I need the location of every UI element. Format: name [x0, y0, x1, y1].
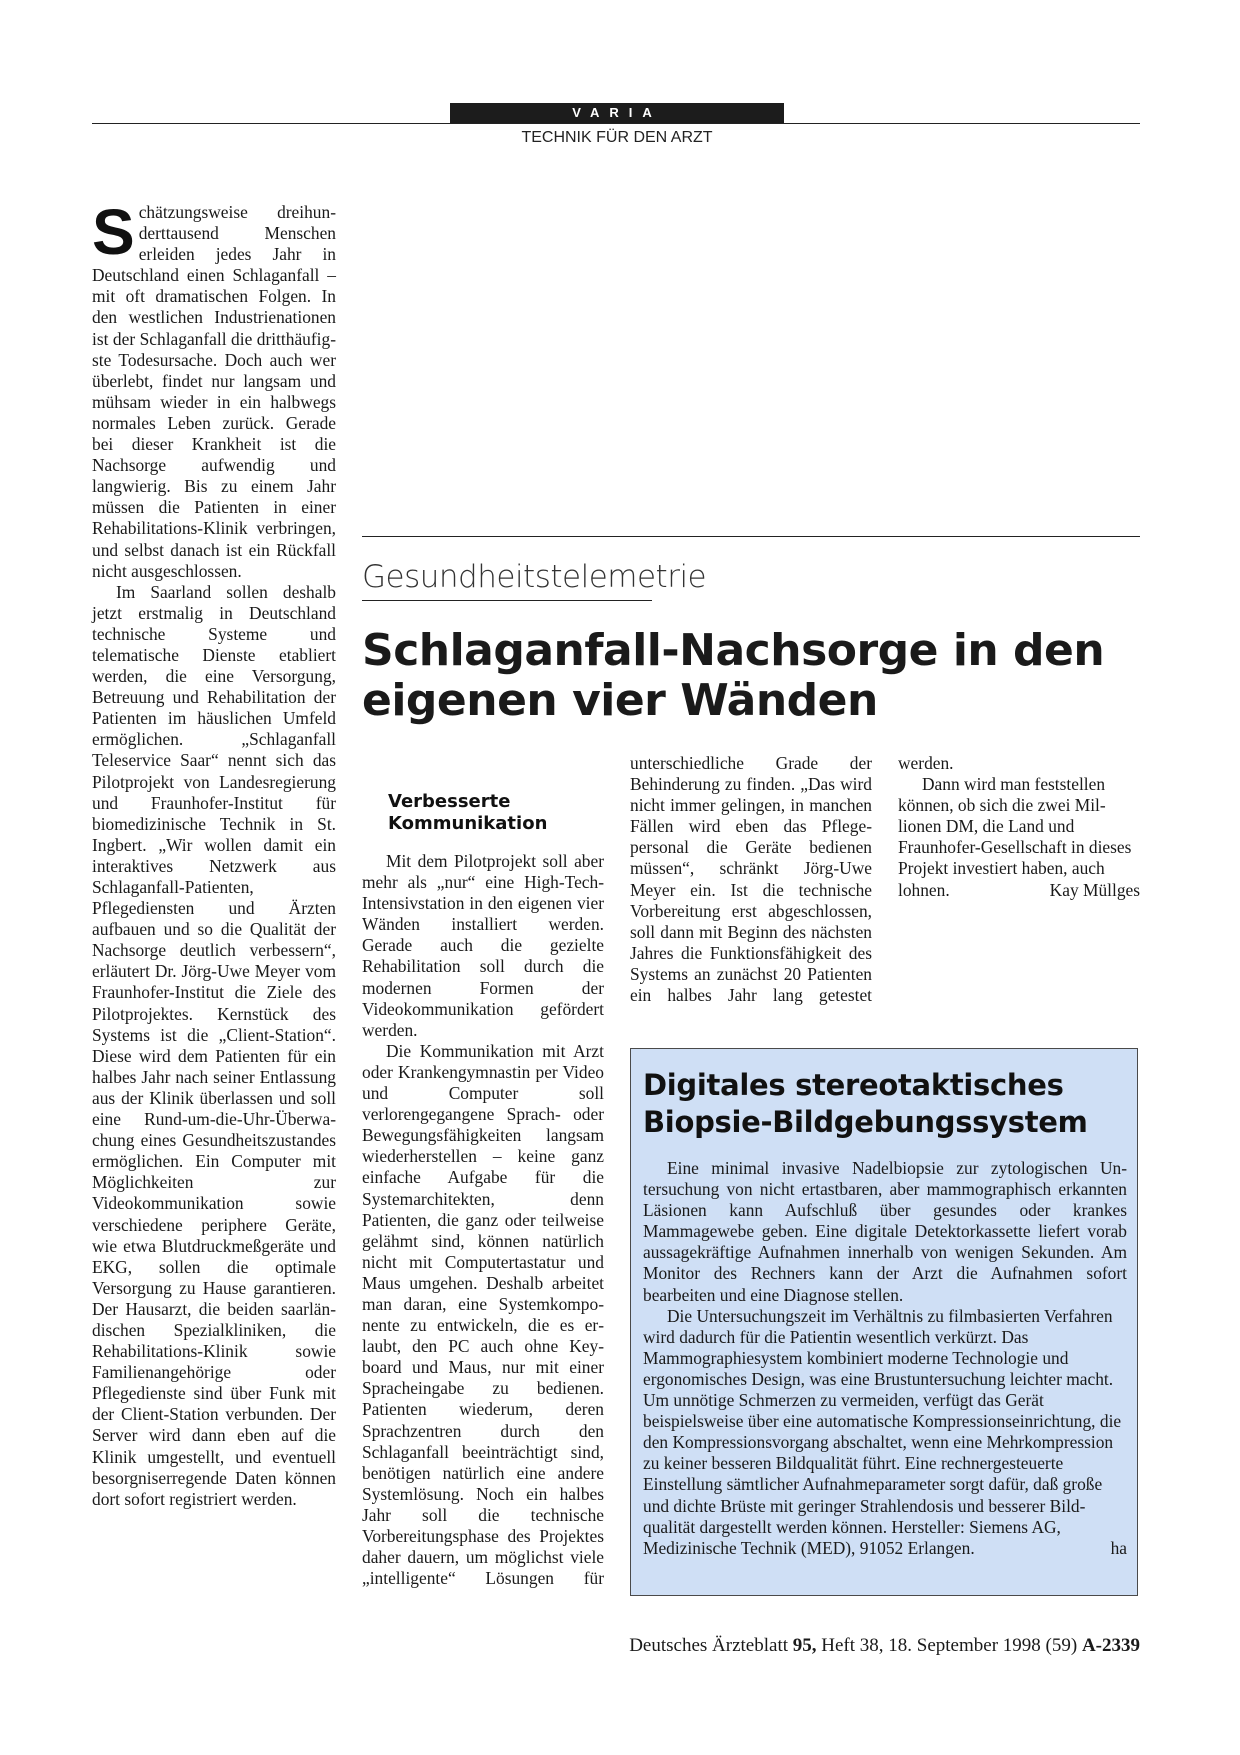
footer-volume: 95,	[792, 1635, 817, 1656]
article-paragraph-3: Mit dem Pilotprojekt soll aber mehr als „nur“ eine High-Tech-Intensivstation in den eigenen vier Wänden installiert werden. Gerade auch die gezielte Rehabilitation soll durch die modernen Formen der Videokommunikation gefördert werden.	[362, 851, 604, 1040]
article-column-2	[362, 753, 604, 1589]
article-paragraph-4: werden.	[898, 753, 954, 773]
drop-cap: S	[92, 196, 135, 268]
subsection-label: TECHNIK FÜR DEN ARZT	[521, 129, 713, 146]
paragraph-1-text: chätzungsweise dreihunderttausend Menschen erleiden jedes Jahr in Deutschland einen Schlaganfall – mit oft dramatischen Folgen. In den westlichen Industrienationen ist der Schlaganfall die dritthäufigste Todesursache. Doch auch wer überlebt, findet nur langsam und mühsam wieder in ein halbwegs normales Leben zurück. Gerade bei dieser Krankheit ist die Nachsorge aufwendig und langwierig. Bis zu einem Jahr müssen die Patienten in einer Rehabilitations-Klinik verbringen, und selbst danach ist ein Rückfall nicht ausgeschlossen.	[92, 202, 336, 581]
infobox-text	[643, 1158, 1127, 1559]
infobox-paragraph-1: Eine minimal invasive Nadelbiopsie zur zytologischen Untersuchung von nicht ertastbaren, aber mammographisch erkannten Läsionen kann Aufschluß über gesundes oder krankes Mammagewebe geben. Eine digitale Detektorkassette liefert vorab aussagekräftige Aufnahmen innerhalb von wenigen Sekunden. Am Monitor des Rechners kann der Arzt die Aufnahmen sofort bearbeiten und eine Diagnose stellen.	[643, 1158, 1127, 1305]
article-column-1	[92, 196, 336, 1510]
title-rule	[362, 536, 1140, 537]
section-label: VARIA	[450, 103, 784, 123]
article-paragraph-4: unterschiedliche Grade der Behinderung zu finden. „Das wird nicht immer gelingen, in manchen Fällen wird eben das Pflegepersonal die Geräte bedienen müssen“, schränkt Jörg-Uwe Meyer ein. Ist die technische Vorbereitung erst abgeschlossen, soll dann mit Beginn des nächsten Jahres die Funktionsfähigkeit des Systems an zunächst 20 Patienten ein halbes Jahr lang getestet	[630, 753, 872, 1006]
footer-issue: Heft 38, 18. September 1998 (59)	[821, 1635, 1078, 1656]
article-author: Kay Müllges	[1049, 879, 1140, 900]
header-rule	[92, 123, 1140, 124]
article-kicker: Gesundheitstelemetrie	[362, 559, 707, 595]
article-headline: Schlaganfall-Nachsorge in den eigenen vier Wänden	[362, 625, 1105, 726]
infobox-initials: ha	[1110, 1537, 1127, 1558]
article-paragraph-4: Die Kommunikation mit Arzt oder Krankengymnastin per Video und Computer soll verlorengegangene Sprach- oder Bewegungsfähigkeiten langsam wiederherstellen – keine ganz einfache Aufgabe für die Systemarchitekten, denn Patienten, die ganz oder teilweise gelähmt sind, können natürlich nicht mit Computertastatur und Maus umgehen. Deshalb arbeitet man daran, eine Systemkomponente zu entwickeln, die es erlaubt, den PC auch ohne Keyboard und Maus, nur mit einer Spracheingabe zu bedienen. Patienten wiederum, deren Sprachzentren durch den Schlaganfall beeinträchtigt sind, benötigen natürlich eine andere Systemlösung. Noch ein halbes Jahr soll die technische Vorbereitungsphase des Projektes daher dauern, um möglichst viele „intelligente“ Lösungen für	[362, 1040, 604, 1589]
article-paragraph-5: Dann wird man feststellen können, ob sich die zwei Millionen DM, die Land und Fraunhofer-Gesellschaft in dieses Projekt investiert haben, auch lohnen. Kay Müllges	[898, 774, 1140, 900]
footer-journal: Deutsches Ärzteblatt	[629, 1635, 789, 1656]
infobox-title: Digitales stereotaktisches Biopsie-Bildgebungssystem	[643, 1068, 1088, 1139]
footer-page-number: A-2339	[1081, 1635, 1140, 1656]
article-paragraph-2: Im Saarland sollen deshalb jetzt erstmalig in Deutschland technische Systeme und telematische Dienste etabliert werden, die eine Versorgung, Betreuung und Rehabilitation der Patienten im häuslichen Umfeld ermöglichen. „Schlaganfall Teleservice Saar“ nennt sich das Pilotprojekt von Landesregierung und Fraunhofer-Institut für biomedizinische Technik in St. Ingbert. „Wir wollen damit ein interaktives Netzwerk aus Schlaganfall-Patienten, Pflegediensten und Ärzten aufbauen und so die Qualität der Nachsorge deutlich verbessern“, erläutert Dr. Jörg-Uwe Meyer vom Fraunhofer-Institut die Ziele des Pilotprojektes. Kernstück des Systems ist die „Client-Station“. Diese wird dem Patienten für ein halbes Jahr nach seiner Entlassung aus der Klinik überlassen und soll eine Rund-um-die-Uhr-Überwachung eines Gesundheitszustandes ermöglichen. Ein Computer mit Möglichkeiten zur Videokommunikation sowie verschiedene periphere Geräte, wie etwa Blutdruckmeßgeräte und EKG, sollen die optimale Versorgung zu Hause garantieren. Der Hausarzt, die beiden saarländischen Spezialkliniken, die Rehabilitations-Klinik sowie Familienangehörige oder Pflegedienste sind über Funk mit der Client-Station verbunden. Der Server wird dann eben auf die Klinik umgestellt, und eventuell besorgniserregende Daten können dort sofort registriert werden.	[92, 581, 336, 1509]
article-paragraph-1	[92, 196, 336, 582]
infobox-paragraph-2	[643, 1306, 1127, 1559]
kicker-underline	[362, 600, 652, 601]
article-column-3	[630, 753, 872, 1006]
page-footer	[500, 1635, 1140, 1657]
infobox-paragraph-2-text: Die Untersuchungszeit im Verhältnis zu filmbasierten Verfahren wird dadurch für die Patientin wesentlich verkürzt. Das Mammographiesystem kombiniert moderne Technologie und ergonomisches Design, was eine Brustuntersuchung leichter macht. Um unnötige Schmerzen zu vermeiden, verfügt das Gerät beispielsweise über eine automatische Kompressionseinrichtung, die den Kompressionsvorgang abschaltet, wenn eine Mehrkompression zu keiner besseren Bildqualität führt. Eine rechnergesteuerte Einstellung sämtlicher Aufnahmeparameter sorgt dafür, daß große und dichte Brüste mit geringer Strahlendosis und besserer Bildqualität dargestellt werden können. Hersteller: Siemens AG, Medizinische Technik (MED), 91052 Erlangen.	[643, 1305, 1122, 1558]
section-subhead: Verbesserte Kommunikation	[388, 791, 548, 834]
article-column-4	[898, 753, 1140, 901]
